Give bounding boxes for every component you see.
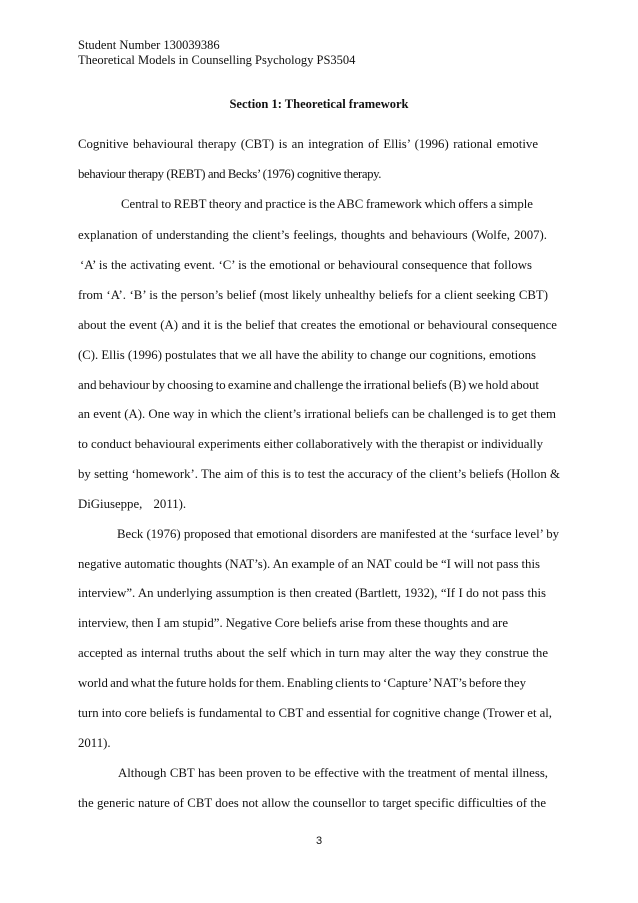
body-line: and behaviour by choosing to examine and challenge the irrational beliefs (B) we hold about (78, 378, 539, 392)
body-line: turn into core beliefs is fundamental to CBT and essential for cognitive change (Trower et al, (78, 706, 552, 720)
body-line: DiGiuseppe, 2011). (78, 497, 187, 511)
body-line: from ‘A’. ‘B’ is the person’s belief (most likely unhealthy beliefs for a client seeking CBT) (78, 288, 548, 302)
body-line: ‘A’ is the activating event. ‘C’ is the emotional or behavioural consequence that follows (80, 258, 532, 272)
body-line: 2011). (78, 736, 111, 750)
body-line: (C). Ellis (1996) postulates that we all have the ability to change our cognitions, emotions (78, 348, 536, 362)
body-line: to conduct behavioural experiments either collaboratively with the therapist or individually (78, 437, 543, 451)
body-line: Although CBT has been proven to be effective with the treatment of mental illness, (118, 766, 548, 780)
body-line: behaviour therapy (REBT) and Becks’ (1976) cognitive therapy. (78, 167, 381, 181)
body-line: negative automatic thoughts (NAT’s). An example of an NAT could be “I will not pass this (78, 557, 540, 571)
body-line: Beck (1976) proposed that emotional disorders are manifested at the ‘surface level’ by (117, 527, 559, 541)
body-line: explanation of understanding the client’s feelings, thoughts and behaviours (Wolfe, 2007). (78, 228, 547, 242)
body-line: world and what the future holds for them. Enabling clients to ‘Capture’ NAT’s before they (78, 676, 526, 690)
body-line: Central to REBT theory and practice is the ABC framework which offers a simple (121, 197, 533, 211)
body-line: interview”. An underlying assumption is then created (Bartlett, 1932), “If I do not pass this (78, 586, 546, 600)
header-student-number: Student Number 130039386 (78, 38, 220, 52)
page-number: 3 (315, 835, 323, 847)
body-line: an event (A). One way in which the client’s irrational beliefs can be challenged is to get them (78, 407, 556, 421)
body-line: by setting ‘homework’. The aim of this is to test the accuracy of the client’s beliefs (Hollon & (78, 467, 560, 481)
header-module-title: Theoretical Models in Counselling Psychology PS3504 (78, 53, 356, 67)
section-title: Section 1: Theoretical framework (229, 97, 409, 111)
body-line: about the event (A) and it is the belief that creates the emotional or behavioural consequence (78, 318, 557, 332)
body-line: the generic nature of CBT does not allow the counsellor to target specific difficulties of the (78, 796, 546, 810)
body-line: accepted as internal truths about the self which in turn may alter the way they construe the (78, 646, 548, 660)
body-line: Cognitive behavioural therapy (CBT) is an integration of Ellis’ (1996) rational emotive (78, 137, 538, 151)
body-line: interview, then I am stupid”. Negative Core beliefs arise from these thoughts and are (78, 616, 508, 630)
